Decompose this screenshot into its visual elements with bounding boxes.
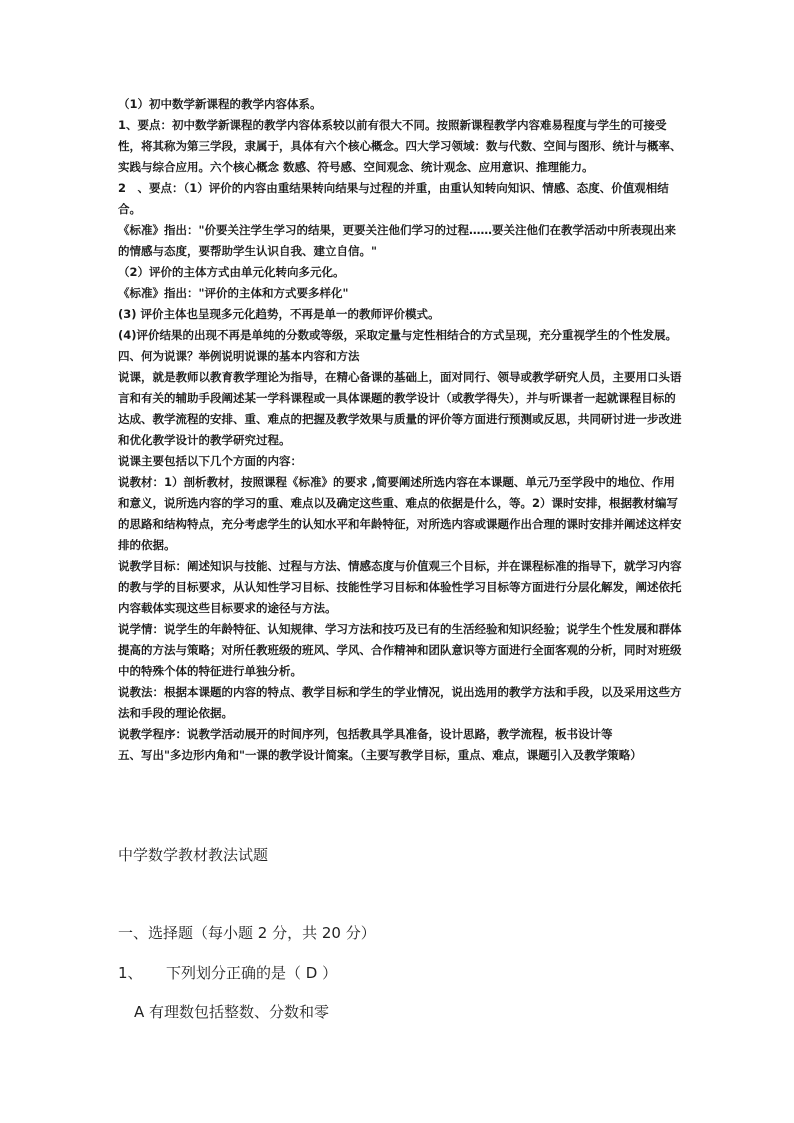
question-line (118, 962, 337, 983)
question-number: 1、 (118, 964, 143, 982)
paragraph: 说课，就是教师以教育教学理论为指导，在精心备课的基础上，面对同行、领导或教学研究人员，主要用口头语言和有关的辅助手段阐述某一学科课程或一具体课题的教学设计（或教学得失），并与听课者一起就课程目标的达成、教学流程的安排、重、难点的把握及教学效果与质量的评价等方面进行预测或反思，共同研讨进一步改进和优化教学设计的教学研究过程。 (118, 370, 682, 447)
paragraph: 五、写出"多边形内角和"一课的教学设计简案。（主要写教学目标，重点、难点，课题引入及教学策略） (118, 748, 642, 762)
paragraph: 说学情：说学生的年龄特征、认知规律、学习方法和技巧及已有的生活经验和知识经验；说学生个性发展和群体提高的方法与策略；对所任教班级的班风、学风、合作精神和团队意识等方面进行全面客观的分析，同时对班级中的特殊个体的特征进行单独分析。 (118, 622, 682, 678)
paragraph: 说教学程序：说教学活动展开的时间序列，包括教具学具准备，设计思路，教学流程，板书设计等 (118, 727, 613, 741)
paragraph: 说教材：1）剖析教材，按照课程《标准》的要求 ,简要阐述所选内容在本课题、单元乃至学段中的地位、作用和意义，说所选内容的学习的重、难点以及确定这些重、难点的依据是什么，等。2）课时安排，根据教材编写的思路和结构特点，充分考虑学生的认知水平和年龄特征，对所选内容或课题作出合理的课时安排并阐述这样安排的依据。 (118, 475, 682, 552)
option-a: A 有理数包括整数、分数和零 (134, 1003, 330, 1021)
paragraph: 1、要点：初中数学新课程的教学内容体系较以前有很大不同。按照新课程教学内容难易程度与学生的可接受性，将其称为第三学段，隶属于，具体有六个核心概念。四大学习领域：数与代数、空间与图形、统计与概率、实践与综合应用。六个核心概念 数感、符号感、空间观念、统计观念、应用意识、推理能力。 (118, 118, 682, 174)
paragraph: 2 、要点：（1）评价的内容由重结果转向结果与过程的并重，由重认知转向知识、情感、态度、价值观相结合。 (118, 181, 669, 216)
paragraph: 说课主要包括以下几个方面的内容： (118, 454, 302, 468)
paragraph: 《标准》指出："评价的主体和方式要多样化" (118, 286, 349, 300)
exam-title: 中学数学教材教法试题 (118, 846, 269, 864)
paragraph: （1）初中数学新课程的教学内容体系。 (118, 97, 322, 111)
paragraph: 四、何为说课？举例说明说课的基本内容和方法 (118, 349, 360, 363)
paragraph: 说教学目标：阐述知识与技能、过程与方法、情感态度与价值观三个目标，并在课程标准的指导下，就学习内容的教与学的目标要求，从认知性学习目标、技能性学习目标和体验性学习目标等方面进行分层化解发，阐述依托内容载体实现这些目标要求的途径与方法。 (118, 559, 682, 615)
paragraph: 《标准》指出："价要关注学生学习的结果，更要关注他们学习的过程……要关注他们在教学活动中所表现出来的情感与态度，要帮助学生认识自我、建立自信。" (118, 223, 676, 258)
question-text: 下列划分正确的是（ D ） (166, 964, 338, 982)
paragraph: (4)评价结果的出现不再是单纯的分数或等级，采取定量与定性相结合的方式呈现，充分重视学生的个性发展。 (118, 328, 678, 342)
paragraph: (3) 评价主体也呈现多元化趋势，不再是单一的教师评价模式。 (118, 307, 440, 321)
answer-section (118, 94, 684, 766)
paragraph: （2）评价的主体方式由单元化转向多元化。 (118, 265, 345, 279)
part-heading: 一、选择题（每小题 2 分，共 20 分） (118, 924, 376, 942)
paragraph: 说教法：根据本课题的内容的特点、教学目标和学生的学业情况，说出选用的教学方法和手段，以及采用这些方法和手段的理论依据。 (118, 685, 682, 720)
